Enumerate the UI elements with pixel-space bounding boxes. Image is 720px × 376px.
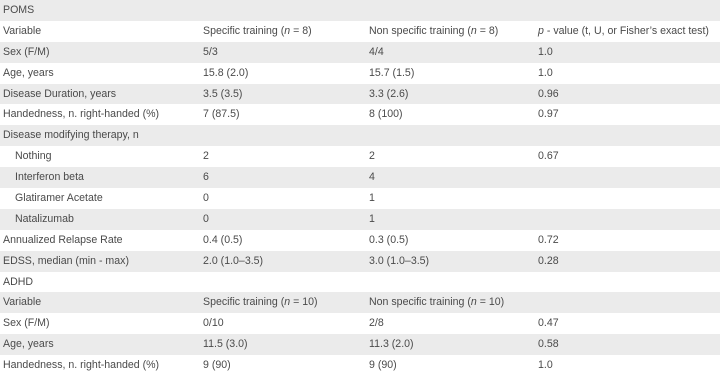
row-nonspecific: 1	[369, 192, 375, 204]
row-variable: Glatiramer Acetate	[15, 192, 103, 204]
table-row	[0, 251, 720, 272]
row-variable: EDSS, median (min - max)	[3, 254, 129, 267]
row-nonspecific: 15.7 (1.5)	[369, 66, 415, 79]
row-variable: Sex (F/M)	[3, 317, 50, 330]
row-specific: 2.0 (1.0–3.5)	[203, 254, 264, 267]
row-variable: Natalizumab	[15, 212, 74, 225]
table-row	[0, 42, 720, 63]
row-specific: 5/3	[203, 45, 218, 58]
row-nonspecific: 4/4	[369, 45, 384, 58]
table-row	[0, 104, 720, 125]
row-variable: Handedness, n. right-handed (%)	[3, 108, 160, 121]
adhd-section-row	[0, 272, 720, 293]
row-specific: 9 (90)	[203, 359, 231, 372]
adhd-header-nonspecific: Non specific training (n = 10)	[369, 296, 505, 309]
table-row	[0, 355, 720, 376]
adhd-header-specific: Specific training (n = 10)	[203, 296, 318, 309]
row-pvalue: 1.0	[538, 66, 553, 79]
poms-header-pvalue: p - value (t, U, or Fisher’s exact test)	[538, 24, 709, 37]
row-nonspecific: 3.0 (1.0–3.5)	[369, 254, 430, 267]
adhd-section-title: ADHD	[3, 275, 34, 288]
row-pvalue: 1.0	[538, 45, 553, 58]
row-pvalue: 0.72	[538, 233, 559, 246]
adhd-header-row	[0, 292, 720, 313]
table-row	[0, 63, 720, 84]
row-specific: 7 (87.5)	[203, 108, 240, 121]
poms-header-nonspecific: Non specific training (n = 8)	[369, 24, 499, 37]
row-nonspecific: 3.3 (2.6)	[369, 87, 409, 100]
row-specific: 3.5 (3.5)	[203, 87, 243, 100]
row-pvalue: 1.0	[538, 359, 553, 372]
row-variable: Sex (F/M)	[3, 45, 50, 58]
row-specific: 6	[203, 171, 209, 184]
table-row	[0, 167, 720, 188]
table-row	[0, 146, 720, 167]
poms-header-specific: Specific training (n = 8)	[203, 24, 312, 37]
row-pvalue: 0.96	[538, 87, 559, 100]
poms-header-row	[0, 21, 720, 42]
row-variable: Handedness, n. right-handed (%)	[3, 359, 160, 372]
row-nonspecific: 11.3 (2.0)	[369, 338, 414, 351]
row-variable: Disease Duration, years	[3, 87, 117, 100]
table-row	[0, 188, 720, 209]
table-row	[0, 230, 720, 251]
row-variable: Nothing	[15, 150, 52, 163]
row-pvalue: 0.28	[538, 254, 559, 267]
table-row	[0, 313, 720, 334]
row-nonspecific: 2	[369, 150, 375, 163]
row-nonspecific: 8 (100)	[369, 108, 403, 121]
row-specific: 0	[203, 212, 209, 225]
row-specific: 15.8 (2.0)	[203, 66, 249, 79]
poms-section-title: POMS	[3, 4, 35, 16]
row-pvalue: 0.97	[538, 108, 559, 121]
row-specific: 0	[203, 192, 209, 204]
poms-section-row	[0, 0, 720, 21]
row-variable: Disease modifying therapy, n	[3, 129, 139, 142]
row-variable: Age, years	[3, 66, 54, 79]
row-specific: 2	[203, 150, 209, 163]
row-variable: Age, years	[3, 338, 54, 351]
row-pvalue: 0.67	[538, 150, 559, 163]
adhd-header-variable: Variable	[3, 296, 42, 309]
poms-header-variable: Variable	[3, 24, 42, 37]
table-row	[0, 84, 720, 105]
row-specific: 0.4 (0.5)	[203, 233, 243, 246]
row-nonspecific: 1	[369, 212, 375, 225]
table-row	[0, 209, 720, 230]
row-nonspecific: 0.3 (0.5)	[369, 233, 409, 246]
table-row	[0, 334, 720, 355]
row-nonspecific: 2/8	[369, 317, 384, 330]
table-row	[0, 125, 720, 146]
row-variable: Annualized Relapse Rate	[3, 233, 123, 246]
row-pvalue: 0.47	[538, 317, 559, 330]
row-specific: 11.5 (3.0)	[203, 338, 248, 351]
row-nonspecific: 9 (90)	[369, 359, 397, 372]
row-nonspecific: 4	[369, 171, 375, 184]
row-specific: 0/10	[203, 317, 224, 330]
row-variable: Interferon beta	[15, 171, 84, 184]
row-pvalue: 0.58	[538, 338, 559, 351]
